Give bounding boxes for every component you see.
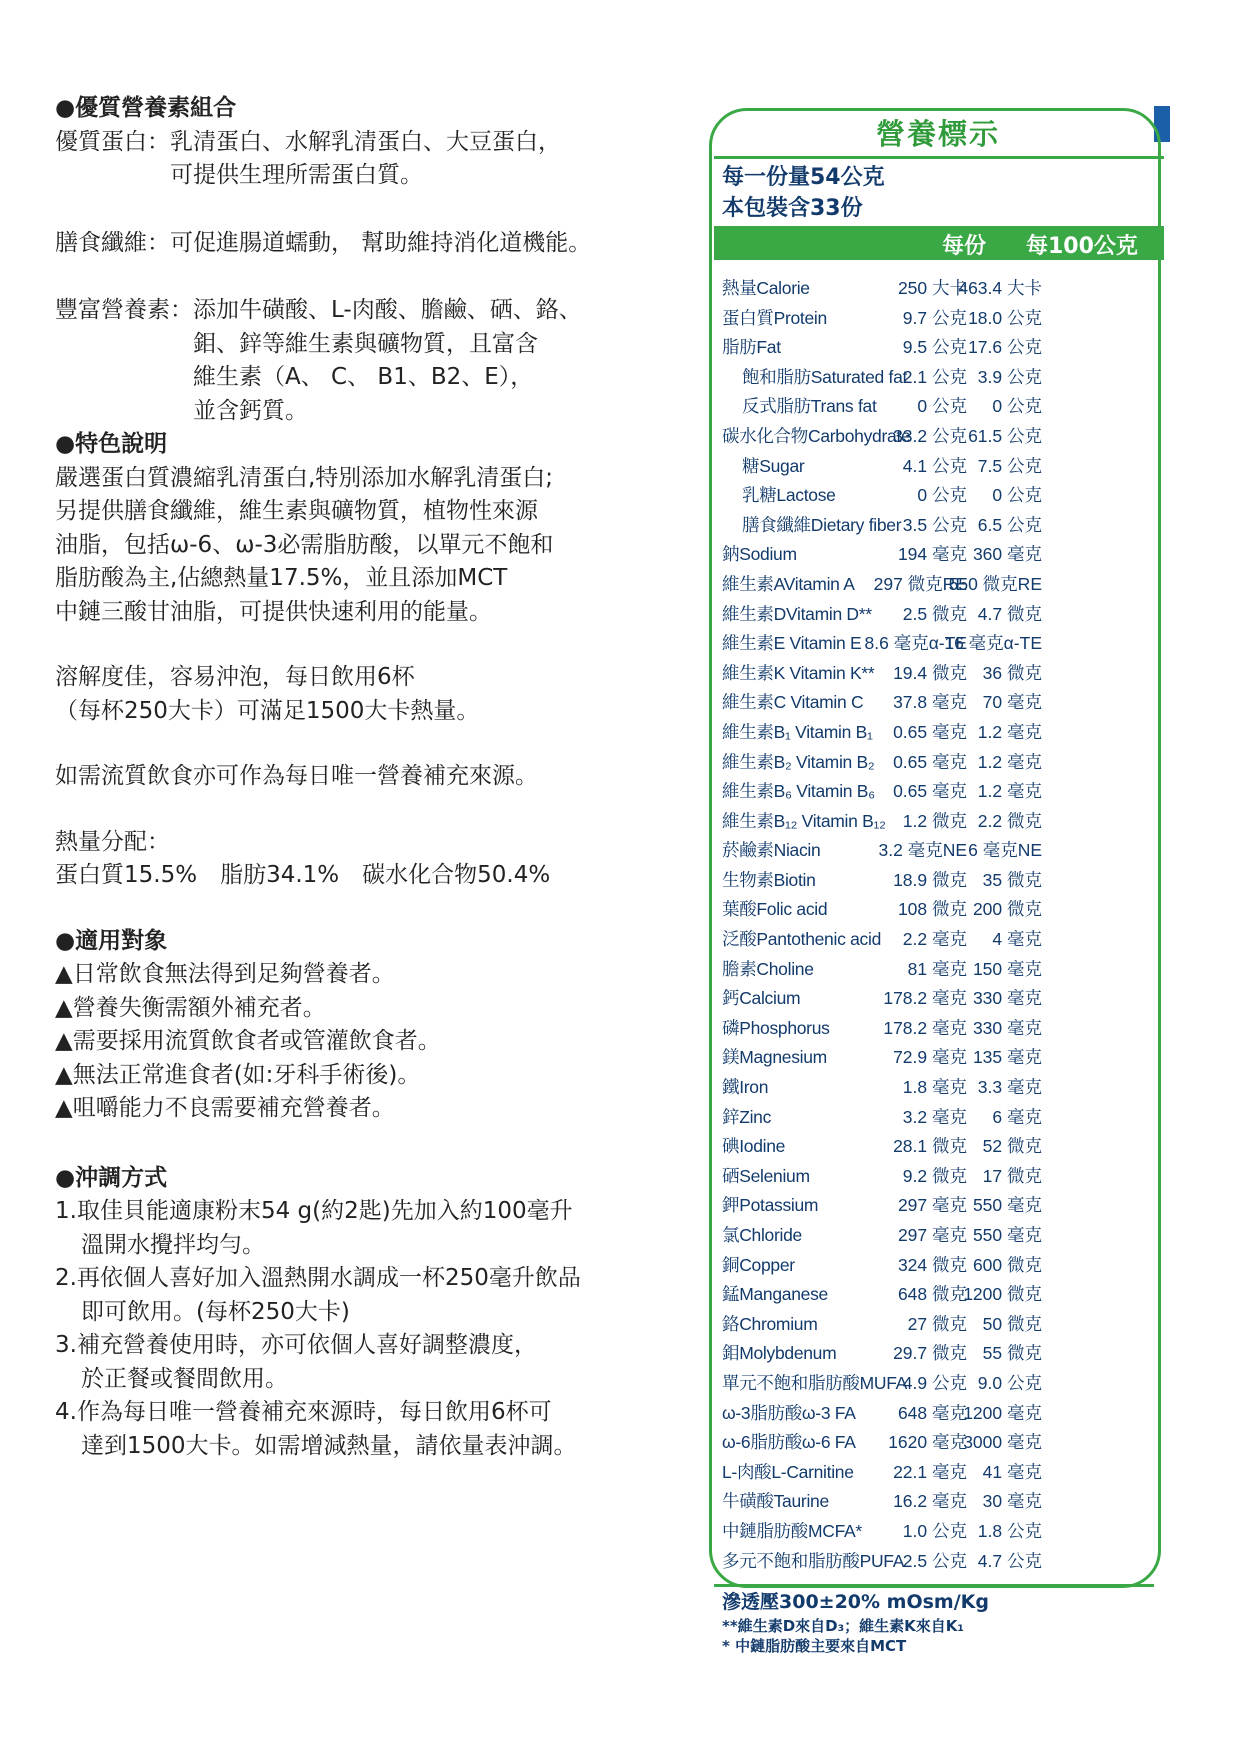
nutrient-per-serving: 108 微克	[897, 899, 967, 920]
nutrient-name: 膳食纖維Dietary fiber	[742, 514, 902, 535]
energy-title: 熱量分配：	[55, 828, 170, 855]
nutrient-row	[706, 361, 1170, 391]
nutrient-per-100g: 330 毫克	[972, 1017, 1042, 1038]
nutrient-name: 糖Sugar	[742, 455, 805, 476]
section-title-nutrient-combo: ●優質營養素組合	[55, 95, 237, 121]
nutrient-per-serving: 178.2 毫克	[883, 1017, 967, 1038]
nutrient-name: 銅Copper	[722, 1254, 795, 1275]
nutrient-per-100g: 2.2 微克	[977, 810, 1042, 831]
nutrient-name: 熱量Calorie	[722, 278, 810, 298]
nutrient-per-serving: 9.5 公克	[902, 337, 967, 358]
target-item: ▲需要採用流質飲食者或管灌飲食者。	[55, 1028, 441, 1054]
nutrient-name: 維生素DVitamin D**	[722, 603, 872, 624]
nutrient-name: 鎂Magnesium	[722, 1047, 827, 1068]
nutrient-row	[706, 568, 1170, 598]
nutrient-name: 菸鹼素Niacin	[722, 840, 821, 861]
step-item: 4.作為每日唯一營養補充來源時，每日飲用6杯可	[55, 1399, 552, 1425]
nutrient-row	[706, 1367, 1170, 1397]
column-header-bar	[714, 226, 1164, 260]
nutrient-per-serving: 648 毫克	[897, 1402, 967, 1423]
nutrient-per-100g: 463.4 大卡	[958, 278, 1042, 298]
nutrient-row	[706, 1219, 1170, 1249]
nutrient-per-serving: 2.5 微克	[902, 603, 967, 624]
nutrient-text-4: 並含鈣質。	[193, 397, 308, 424]
nutrient-per-serving: 33.2 公克	[893, 425, 967, 446]
nutrient-per-serving: 0.65 毫克	[893, 751, 967, 772]
nutrient-name: 維生素B₆ Vitamin B₆	[722, 781, 875, 802]
nutrient-text-3: 維生素（A、 C、 B1、B2、E），	[193, 364, 534, 390]
nutrient-name: 碘Iodine	[722, 1136, 786, 1157]
nutrient-name: 鉀Potassium	[722, 1195, 819, 1216]
nutrient-row	[706, 982, 1170, 1012]
nutrient-per-serving: 2.5 公克	[902, 1550, 967, 1571]
nutrient-name: 維生素E Vitamin E	[722, 633, 862, 654]
nutrient-per-100g: 330 毫克	[972, 988, 1042, 1009]
footer-divider	[714, 1584, 1154, 1587]
nutrient-per-serving: 72.9 毫克	[893, 1047, 967, 1068]
nutrient-row	[706, 1101, 1170, 1131]
feature-line: 另提供膳食纖維，維生素與礦物質，植物性來源	[55, 498, 538, 524]
nutrient-per-serving: 648 微克	[897, 1284, 967, 1305]
nutrient-name: 反式脂肪Trans fat	[742, 396, 877, 417]
energy-distribution: 蛋白質15.5% 脂肪34.1% 碳水化合物50.4%	[55, 862, 551, 888]
nutrient-per-100g: 6 毫克	[992, 1106, 1042, 1127]
servings-per-pack: 本包裝含33份	[722, 196, 863, 221]
footnote-vitamins: **維生素D來自D₃；維生素K來自K₁	[722, 1617, 964, 1635]
serving-info	[722, 162, 885, 224]
nutrient-row	[706, 598, 1170, 628]
nutrient-row	[706, 1278, 1170, 1308]
nutrient-row	[706, 923, 1170, 953]
nutrient-name: 鈣Calcium	[722, 988, 801, 1009]
feature-line: 油脂，包括ω-6、ω-3必需脂肪酸，以單元不飽和	[55, 531, 554, 558]
solubility-line: （每杯250大卡）可滿足1500大卡熱量。	[55, 697, 480, 724]
nutrient-per-serving: 8.6 毫克α-TE	[864, 633, 967, 654]
nutrient-name: 錳Manganese	[722, 1284, 828, 1305]
nutrient-name: 蛋白質Protein	[722, 307, 827, 328]
nutrient-name: 氯Chloride	[722, 1225, 802, 1245]
nutrient-per-serving: 1.2 微克	[902, 810, 967, 831]
nutrient-per-serving: 16.2 毫克	[893, 1491, 967, 1512]
nutrient-per-100g: 1.2 毫克	[977, 751, 1042, 772]
panel-footer	[722, 1588, 989, 1656]
nutrient-name: 生物素Biotin	[722, 869, 816, 890]
nutrient-per-serving: 178.2 毫克	[883, 988, 967, 1009]
nutrient-per-serving: 3.2 毫克	[902, 1106, 967, 1127]
nutrient-per-100g: 61.5 公克	[968, 425, 1042, 446]
nutrient-per-serving: 9.7 公克	[902, 307, 967, 328]
nutrient-per-100g: 18.0 公克	[968, 307, 1042, 328]
protein-text-2: 可提供生理所需蛋白質。	[170, 162, 423, 188]
nutrient-per-100g: 16 毫克α-TE	[944, 633, 1042, 654]
nutrient-name: 維生素K Vitamin K**	[722, 662, 875, 683]
nutrient-row	[706, 686, 1170, 716]
nutrient-row	[706, 509, 1170, 539]
nutrient-per-100g: 41 毫克	[982, 1461, 1042, 1482]
nutrient-per-serving: 0.65 毫克	[893, 781, 967, 802]
nutrition-facts-panel	[706, 106, 1170, 1662]
nutrient-name: ω-6脂肪酸ω-6 FA	[722, 1432, 856, 1453]
serving-size: 每一份量54公克	[722, 165, 885, 190]
nutrient-name: L-肉酸L-Carnitine	[722, 1461, 854, 1482]
nutrient-per-serving: 2.2 毫克	[902, 929, 967, 950]
nutrient-per-serving: 0 公克	[917, 396, 967, 417]
nutrient-per-serving: 9.2 微克	[902, 1165, 967, 1186]
nutrient-per-serving: 194 毫克	[897, 544, 967, 565]
nutrient-name: 碳水化合物Carbohydrate	[722, 425, 911, 446]
osmolality: 滲透壓300±20% mOsm/Kg	[722, 1591, 989, 1613]
nutrient-name: 飽和脂肪Saturated fat	[742, 366, 908, 387]
target-item: ▲營養失衡需額外補充者。	[55, 994, 326, 1021]
nutrient-row	[706, 1545, 1170, 1575]
nutrient-row	[706, 1160, 1170, 1190]
nutrient-per-serving: 22.1 毫克	[893, 1461, 967, 1482]
nutrient-per-100g: 3000 毫克	[963, 1432, 1042, 1453]
nutrient-per-serving: 4.9 公克	[902, 1372, 967, 1393]
nutrient-row	[706, 1012, 1170, 1042]
nutrient-per-100g: 52 微克	[982, 1136, 1042, 1157]
footnote-mcfa: * 中鏈脂肪酸主要來自MCT	[722, 1637, 907, 1655]
nutrient-row	[706, 1485, 1170, 1515]
nutrient-row	[706, 716, 1170, 746]
nutrient-name: 膽素Choline	[722, 958, 814, 979]
nutrient-per-100g: 6.5 公克	[977, 514, 1042, 535]
nutrient-per-serving: 81 毫克	[907, 958, 967, 979]
nutrient-row	[706, 302, 1170, 332]
nutrient-row	[706, 746, 1170, 776]
nutrient-per-100g: 4.7 公克	[977, 1550, 1042, 1571]
nutrient-row	[706, 538, 1170, 568]
nutrient-per-serving: 3.5 公克	[902, 514, 967, 535]
nutrient-name: 鐵Iron	[722, 1077, 769, 1098]
nutrient-per-serving: 18.9 微克	[893, 869, 967, 890]
nutrient-row	[706, 834, 1170, 864]
nutrient-per-serving: 297 微克RE	[873, 573, 967, 594]
nutrient-per-serving: 19.4 微克	[893, 662, 967, 683]
nutrient-table	[706, 272, 1170, 1574]
section-title-features: ●特色說明	[55, 431, 168, 457]
nutrient-per-serving: 27 微克	[907, 1313, 967, 1334]
fiber-text: 可促進腸道蠕動， 幫助維持消化道機能。	[170, 229, 592, 256]
protein-text: 乳清蛋白、水解乳清蛋白、大豆蛋白，	[170, 128, 561, 155]
step-item-cont: 即可飲用。(每杯250大卡)	[81, 1298, 350, 1325]
nutrient-name: 葉酸Folic acid	[722, 899, 828, 920]
nutrient-per-serving: 0.65 毫克	[893, 721, 967, 742]
nutrient-name: 牛磺酸Taurine	[722, 1491, 829, 1512]
nutrient-per-100g: 17 微克	[982, 1165, 1042, 1186]
nutrient-per-100g: 4 毫克	[992, 929, 1042, 950]
nutrient-name: 磷Phosphorus	[722, 1017, 830, 1038]
nutrient-per-100g: 4.7 微克	[977, 603, 1042, 624]
nutrient-per-100g: 1200 毫克	[963, 1402, 1042, 1423]
nutrient-per-100g: 135 毫克	[972, 1047, 1042, 1068]
nutrient-name: 維生素B₁₂ Vitamin B₁₂	[722, 810, 886, 831]
nutrient-name: 維生素C Vitamin C	[722, 692, 864, 713]
nutrient-per-100g: 36 微克	[982, 662, 1042, 683]
nutrient-row	[706, 1397, 1170, 1427]
nutrient-name: 單元不飽和脂肪酸MUFA	[722, 1372, 908, 1393]
nutrient-name: 泛酸Pantothenic acid	[722, 929, 881, 950]
nutrient-per-serving: 4.1 公克	[902, 455, 967, 476]
nutrient-per-100g: 0 公克	[992, 485, 1042, 506]
nutrient-row	[706, 805, 1170, 835]
nutrient-per-serving: 250 大卡	[897, 278, 967, 298]
section-title-preparation: ●沖調方式	[55, 1164, 168, 1191]
fiber-label: 膳食纖維：	[55, 229, 170, 256]
nutrient-per-100g: 6 毫克NE	[968, 840, 1042, 861]
nutrient-per-100g: 550 毫克	[972, 1195, 1042, 1216]
nutrient-row	[706, 390, 1170, 420]
nutrient-text-1: 添加牛磺酸、L-肉酸、膽鹼、硒、鉻、	[193, 297, 582, 323]
nutrition-title: 營養標示	[875, 117, 1000, 151]
nutrient-per-serving: 0 公克	[917, 485, 967, 506]
nutrient-per-serving: 297 毫克	[897, 1225, 967, 1245]
nutrient-name: 維生素AVitamin A	[722, 573, 855, 594]
nutrient-per-serving: 1620 毫克	[888, 1432, 967, 1453]
step-item: 1.取佳貝能適康粉末54 g(約2匙)先加入約100毫升	[55, 1198, 573, 1224]
nutrient-name: 脂肪Fat	[722, 337, 781, 358]
nutrient-row	[706, 1130, 1170, 1160]
step-item-cont: 達到1500大卡。如需增減熱量，請依量表沖調。	[81, 1432, 577, 1459]
nutrient-per-100g: 550 毫克	[972, 1225, 1042, 1245]
nutrient-per-100g: 1.8 公克	[977, 1520, 1042, 1541]
nutrient-per-serving: 3.2 毫克NE	[878, 840, 967, 861]
feature-line: 嚴選蛋白質濃縮乳清蛋白,特別添加水解乳清蛋白;	[55, 464, 554, 491]
nutrient-per-100g: 1.2 毫克	[977, 721, 1042, 742]
nutrient-per-100g: 150 毫克	[972, 958, 1042, 979]
nutrient-row	[706, 1071, 1170, 1101]
col-per-serving: 每份	[942, 234, 987, 259]
nutrient-label: 豐富營養素：	[55, 297, 193, 323]
nutrient-per-serving: 1.8 毫克	[902, 1077, 967, 1098]
product-description	[55, 92, 655, 1463]
nutrient-per-100g: 70 毫克	[982, 692, 1042, 713]
step-item: 2.再依個人喜好加入溫熱開水調成一杯250毫升飲品	[55, 1265, 581, 1291]
nutrient-name: 乳糖Lactose	[742, 485, 836, 506]
nutrient-per-100g: 35 微克	[982, 869, 1042, 890]
section-title-target: ●適用對象	[55, 927, 168, 954]
nutrient-row	[706, 450, 1170, 480]
nutrient-name: 中鏈脂肪酸MCFA*	[722, 1520, 862, 1541]
nutrient-per-100g: 3.3 毫克	[977, 1077, 1042, 1098]
nutrient-name: 鈉Sodium	[722, 544, 797, 565]
title-divider	[714, 156, 1164, 159]
nutrient-name: 鉬Molybdenum	[722, 1343, 837, 1364]
nutrient-row	[706, 1041, 1170, 1071]
nutrient-per-100g: 17.6 公克	[968, 337, 1042, 358]
nutrient-per-serving: 2.1 公克	[902, 366, 967, 387]
nutrient-name: 多元不飽和脂肪酸PUFA	[722, 1550, 905, 1571]
col-per-100g: 每100公克	[1026, 234, 1138, 259]
nutrient-row	[706, 1515, 1170, 1545]
nutrient-row	[706, 953, 1170, 983]
step-item: 3.補充營養使用時，亦可依個人喜好調整濃度，	[55, 1332, 537, 1358]
nutrient-per-100g: 7.5 公克	[977, 455, 1042, 476]
nutrient-row	[706, 1189, 1170, 1219]
solubility-line: 溶解度佳，容易沖泡，每日飲用6杯	[55, 664, 415, 690]
protein-label: 優質蛋白：	[55, 128, 170, 155]
step-item-cont: 溫開水攪拌均勻。	[81, 1231, 265, 1258]
nutrient-per-100g: 55 微克	[982, 1343, 1042, 1364]
nutrient-per-100g: 1200 微克	[963, 1284, 1042, 1305]
target-item: ▲無法正常進食者(如:牙科手術後)。	[55, 1061, 421, 1088]
nutrient-row	[706, 627, 1170, 657]
nutrient-row	[706, 864, 1170, 894]
nutrient-row	[706, 1308, 1170, 1338]
nutrient-per-serving: 28.1 微克	[893, 1136, 967, 1157]
nutrient-name: 硒Selenium	[722, 1165, 810, 1186]
target-item: ▲日常飲食無法得到足夠營養者。	[55, 961, 395, 987]
nutrient-per-serving: 37.8 毫克	[893, 692, 967, 713]
nutrient-row	[706, 657, 1170, 687]
protein-row	[55, 126, 655, 160]
nutrient-per-100g: 550 微克RE	[948, 573, 1042, 594]
nutrient-row	[706, 420, 1170, 450]
step-item-cont: 於正餐或餐間飲用。	[81, 1365, 288, 1392]
nutrient-per-100g: 3.9 公克	[977, 366, 1042, 387]
nutrient-row	[706, 479, 1170, 509]
liquid-diet-line: 如需流質飲食亦可作為每日唯一營養補充來源。	[55, 763, 538, 789]
nutrient-name: ω-3脂肪酸ω-3 FA	[722, 1402, 856, 1423]
nutrient-per-serving: 297 毫克	[897, 1195, 967, 1216]
nutrient-text-2: 鉬、鋅等維生素與礦物質，且富含	[193, 330, 538, 357]
nutrient-row	[706, 775, 1170, 805]
nutrient-per-100g: 0 公克	[992, 396, 1042, 417]
nutrient-row	[706, 272, 1170, 302]
fiber-row	[55, 227, 655, 261]
feature-line: 脂肪酸為主,佔總熱量17.5%，並且添加MCT	[55, 565, 508, 591]
nutrient-name: 維生素B₁ Vitamin B₁	[722, 721, 873, 742]
nutrient-per-100g: 360 毫克	[972, 544, 1042, 565]
nutrient-per-100g: 9.0 公克	[977, 1372, 1042, 1393]
nutrient-per-100g: 1.2 毫克	[977, 781, 1042, 802]
nutrient-row	[706, 1249, 1170, 1279]
nutrient-row	[706, 1456, 1170, 1486]
nutrient-name: 維生素B₂ Vitamin B₂	[722, 751, 875, 772]
feature-line: 中鏈三酸甘油脂，可提供快速利用的能量。	[55, 598, 492, 625]
nutrient-name: 鉻Chromium	[722, 1313, 818, 1334]
target-item: ▲咀嚼能力不良需要補充營養者。	[55, 1095, 395, 1121]
nutrient-row	[706, 1426, 1170, 1456]
nutrient-per-100g: 50 微克	[982, 1313, 1042, 1334]
nutrient-row	[706, 331, 1170, 361]
nutrient-per-serving: 29.7 微克	[893, 1343, 967, 1364]
nutrient-per-100g: 200 微克	[972, 899, 1042, 920]
nutrient-row	[706, 893, 1170, 923]
nutrient-name: 鋅Zinc	[722, 1106, 772, 1127]
nutrient-row	[706, 1337, 1170, 1367]
nutrient-per-100g: 600 微克	[972, 1254, 1042, 1275]
nutrient-per-serving: 324 微克	[897, 1254, 967, 1275]
nutrient-row	[55, 294, 655, 328]
nutrient-per-100g: 30 毫克	[982, 1491, 1042, 1512]
nutrient-per-serving: 1.0 公克	[902, 1520, 967, 1541]
